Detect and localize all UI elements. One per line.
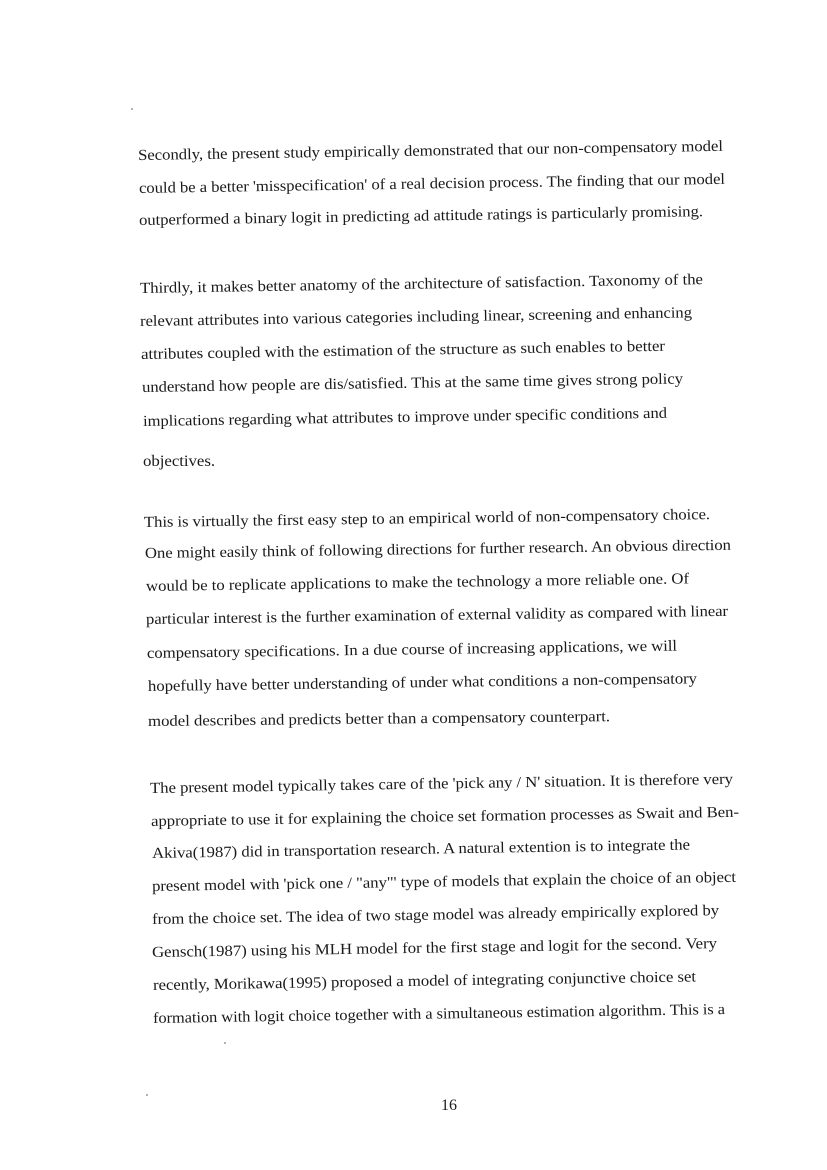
text-line: One might easily think of following directions for further research. An obvious direction	[144, 536, 732, 562]
text-line: from the choice set. The idea of two stage model was already empirically explored by	[151, 902, 720, 928]
text-line: particular interest is the further examination of external validity as compared with linear	[145, 602, 729, 628]
text-line: Gensch(1987) using his MLH model for the first stage and logit for the second. Very	[151, 935, 718, 961]
text-line: Akiva(1987) did in transportation research. A natural extention is to integrate the	[151, 836, 691, 862]
text-line: objectives.	[143, 453, 215, 470]
page-number: 16	[441, 1097, 457, 1114]
text-line: hopefully have better understanding of under what conditions a non-compensatory	[147, 670, 698, 695]
text-line: present model with 'pick one / "any"' type of models that explain the choice of an object	[151, 868, 737, 895]
text-line: recently, Morikawa(1995) proposed a model of integrating conjunctive choice set	[152, 968, 697, 994]
text-line: Secondly, the present study empirically demonstrated that our non-compensatory model	[137, 137, 724, 164]
text-line: understand how people are dis/satisfied. This at the same time gives strong policy	[141, 370, 684, 396]
scan-speck	[224, 1042, 226, 1044]
text-line: could be a better 'misspecification' of a real decision process. The finding that our model	[138, 170, 726, 197]
text-line: relevant attributes into various categories including linear, screening and enhancing	[139, 304, 693, 330]
text-line: formation with logit choice together with a simultaneous estimation algorithm. This is a	[152, 1001, 726, 1027]
scan-speck	[131, 108, 133, 110]
text-line: The present model typically takes care of the 'pick any / N' situation. It is therefore very	[149, 770, 734, 797]
text-line: appropriate to use it for explaining the choice set formation processes as Swait and Ben-	[150, 803, 740, 830]
text-line: compensatory specifications. In a due course of increasing applications, we will	[146, 637, 678, 662]
text-line: implications regarding what attributes to improve under specific conditions and	[142, 404, 668, 430]
text-line: This is virtually the first easy step to an empirical world of non-compensatory choice.	[143, 506, 711, 531]
text-line: would be to replicate applications to make the technology a more reliable one. Of	[145, 570, 690, 595]
scan-speck	[146, 1094, 148, 1096]
text-line: attributes coupled with the estimation of the structure as such enables to better	[140, 337, 666, 363]
text-line: model describes and predicts better than a compensatory counterpart.	[147, 708, 611, 730]
text-line: Thirdly, it makes better anatomy of the architecture of satisfaction. Taxonomy of the	[139, 271, 704, 297]
text-line: outperformed a binary logit in predicting ad attitude ratings is particularly promising.	[138, 203, 704, 229]
